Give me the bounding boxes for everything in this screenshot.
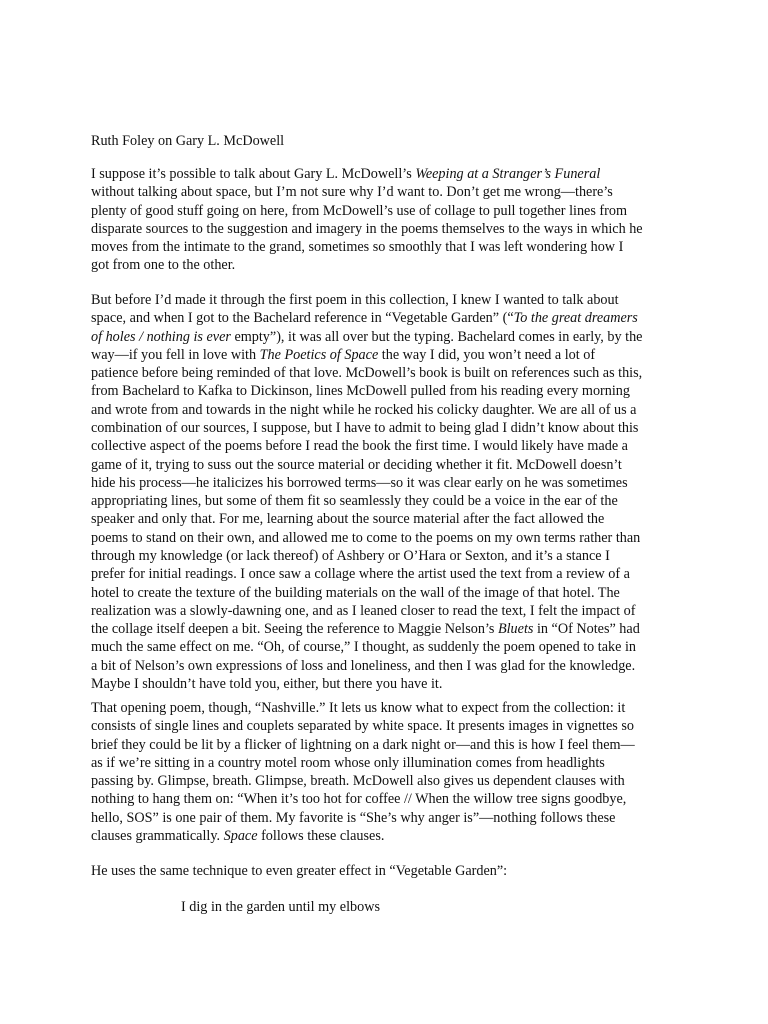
- text-line: [91, 309, 691, 327]
- text-run: appropriating lines, but some of them fit so seamlessly they could be a voice in the ear of the: [91, 493, 618, 510]
- text-line: [91, 474, 691, 492]
- text-line: [91, 456, 691, 474]
- text-run: Maybe I shouldn’t have told you, either, but there you have it.: [91, 675, 443, 692]
- text-run: passing by. Glimpse, breath. Glimpse, breath. McDowell also gives us dependent clauses with: [91, 773, 625, 790]
- italic-text: Weeping at a Stranger’s Funeral: [415, 166, 601, 182]
- text-run: brief they could be lit by a flicker of lightning on a dark night or—and this is how I feel them—: [91, 736, 635, 753]
- text-line: [91, 437, 691, 455]
- text-run: nothing to hang them on: “When it’s too hot for coffee // When the willow tree signs goodbye,: [91, 791, 627, 808]
- text-run: hotel to create the texture of the building materials on the wall of the image of that hotel. The: [91, 584, 620, 601]
- text-line: [91, 565, 691, 583]
- text-run: space, and when I got to the Bachelard reference in “Vegetable Garden” (“: [91, 310, 514, 327]
- text-run: He uses the same technique to even greater effect in “Vegetable Garden”:: [91, 863, 508, 879]
- text-run: patience before being reminded of that love. McDowell’s book is built on references such as this,: [91, 365, 643, 382]
- text-run: hide his process—he italicizes his borrowed terms—so it was clear early on he was sometimes: [91, 474, 628, 491]
- italic-text: Space: [223, 827, 258, 844]
- text-run: clauses grammatically.: [91, 827, 224, 844]
- text-line: [91, 717, 691, 735]
- italic-text: The Poetics of Space: [259, 346, 379, 363]
- document-title: Ruth Foley on Gary L. McDowell: [91, 133, 285, 149]
- text-line: [91, 547, 691, 565]
- text-run: hello, SOS” is one pair of them. My favorite is “She’s why anger is”—nothing follows these: [91, 809, 616, 826]
- text-run: speaker and only that. For me, learning about the source material after the fact allowed the: [91, 511, 605, 528]
- text-run: disparate sources to the suggestion and imagery in the poems themselves to the ways in which he: [91, 220, 643, 237]
- text-line: [91, 419, 691, 437]
- text-run: follows these clauses.: [257, 827, 385, 844]
- text-line: [91, 699, 691, 717]
- text-line: [91, 827, 691, 845]
- text-run: poems to stand on their own, and allowed me to come to the poems on my own terms rather than: [91, 529, 641, 546]
- text-run: That opening poem, though, “Nashville.” It lets us know what to expect from the collection: it: [91, 700, 626, 716]
- text-line: [91, 291, 691, 309]
- poem-quote-line: I dig in the garden until my elbows: [181, 899, 380, 915]
- text-run: combination of our sources, I suppose, but I have to admit to being glad I didn’t know about this: [91, 419, 639, 436]
- italic-text: To the great dreamers: [513, 310, 638, 327]
- text-line: [91, 401, 691, 419]
- text-run: But before I’d made it through the first poem in this collection, I knew I wanted to talk about: [91, 292, 619, 308]
- paragraph-1: [91, 165, 691, 275]
- text-line: [91, 202, 691, 220]
- text-run: the way I did, you won’t need a lot of: [378, 346, 596, 363]
- text-line: [91, 510, 691, 528]
- text-line: [91, 256, 691, 274]
- text-line: [91, 772, 691, 790]
- paragraph-3: [91, 699, 691, 845]
- text-run: the collage itself deepen a bit. Seeing the reference to Maggie Nelson’s: [91, 621, 498, 638]
- text-line: [91, 382, 691, 400]
- text-run: moves from the intimate to the grand, sometimes so smoothly that I was left wondering how I: [91, 239, 624, 256]
- text-line: [91, 620, 691, 638]
- text-run: much the same effect on me. “Oh, of course,” I thought, as suddenly the poem opened to take in: [91, 639, 637, 656]
- text-line: [91, 328, 691, 346]
- text-line: [91, 657, 691, 675]
- text-line: [91, 602, 691, 620]
- text-line: [91, 736, 691, 754]
- text-line: [91, 183, 691, 201]
- text-line: [91, 238, 691, 256]
- text-line: [91, 364, 691, 382]
- text-run: as if we’re sitting in a country motel room whose only illumination comes from headlights: [91, 754, 605, 771]
- text-run: in “Of Notes” had: [533, 621, 640, 638]
- text-run: game of it, trying to suss out the source material or deciding whether it fit. McDowell doesn’t: [91, 456, 622, 473]
- text-line: [91, 584, 691, 602]
- text-run: plenty of good stuff going on here, from McDowell’s use of collage to pull together lines from: [91, 202, 627, 219]
- text-run: collective aspect of the poems before I read the book the first time. I would likely have made a: [91, 438, 628, 455]
- text-run: a bit of Nelson’s own expressions of loss and loneliness, and then I was glad for the knowledge.: [91, 657, 636, 674]
- text-run: got from one to the other.: [91, 257, 236, 274]
- text-run: prefer for initial readings. I once saw a collage where the artist used the text from a review of a: [91, 566, 630, 583]
- text-line: [91, 754, 691, 772]
- text-line: [91, 790, 691, 808]
- text-line: [91, 809, 691, 827]
- text-run: I suppose it’s possible to talk about Gary L. McDowell’s: [91, 166, 416, 182]
- text-line: [91, 862, 691, 880]
- text-line: [91, 346, 691, 364]
- text-run: through my knowledge (or lack thereof) of Ashbery or O’Hara or Sexton, and it’s a stance I: [91, 547, 610, 564]
- text-line: [91, 492, 691, 510]
- text-run: consists of single lines and couplets separated by white space. It presents images in vignettes so: [91, 718, 634, 735]
- text-run: empty”), it was all over but the typing. Bachelard comes in early, by the: [230, 328, 643, 345]
- text-line: [91, 675, 691, 693]
- text-line: [91, 165, 691, 183]
- text-run: without talking about space, but I’m not sure why I’d want to. Don’t get me wrong—there’s: [91, 184, 613, 201]
- paragraph-2: [91, 291, 691, 693]
- text-run: way—if you fell in love with: [91, 346, 260, 363]
- text-run: and wrote from and towards in the night while he rocked his colicky daughter. We are all of us a: [91, 401, 637, 418]
- italic-text: of holes / nothing is ever: [91, 328, 231, 345]
- text-line: [91, 638, 691, 656]
- text-run: realization was a slowly-dawning one, and as I leaned closer to read the text, I felt the impact of: [91, 602, 636, 619]
- text-line: [91, 220, 691, 238]
- text-line: [91, 529, 691, 547]
- paragraph-4: [91, 862, 691, 880]
- italic-text: Bluets: [497, 621, 534, 638]
- text-run: from Bachelard to Kafka to Dickinson, lines McDowell pulled from his reading every morning: [91, 383, 630, 400]
